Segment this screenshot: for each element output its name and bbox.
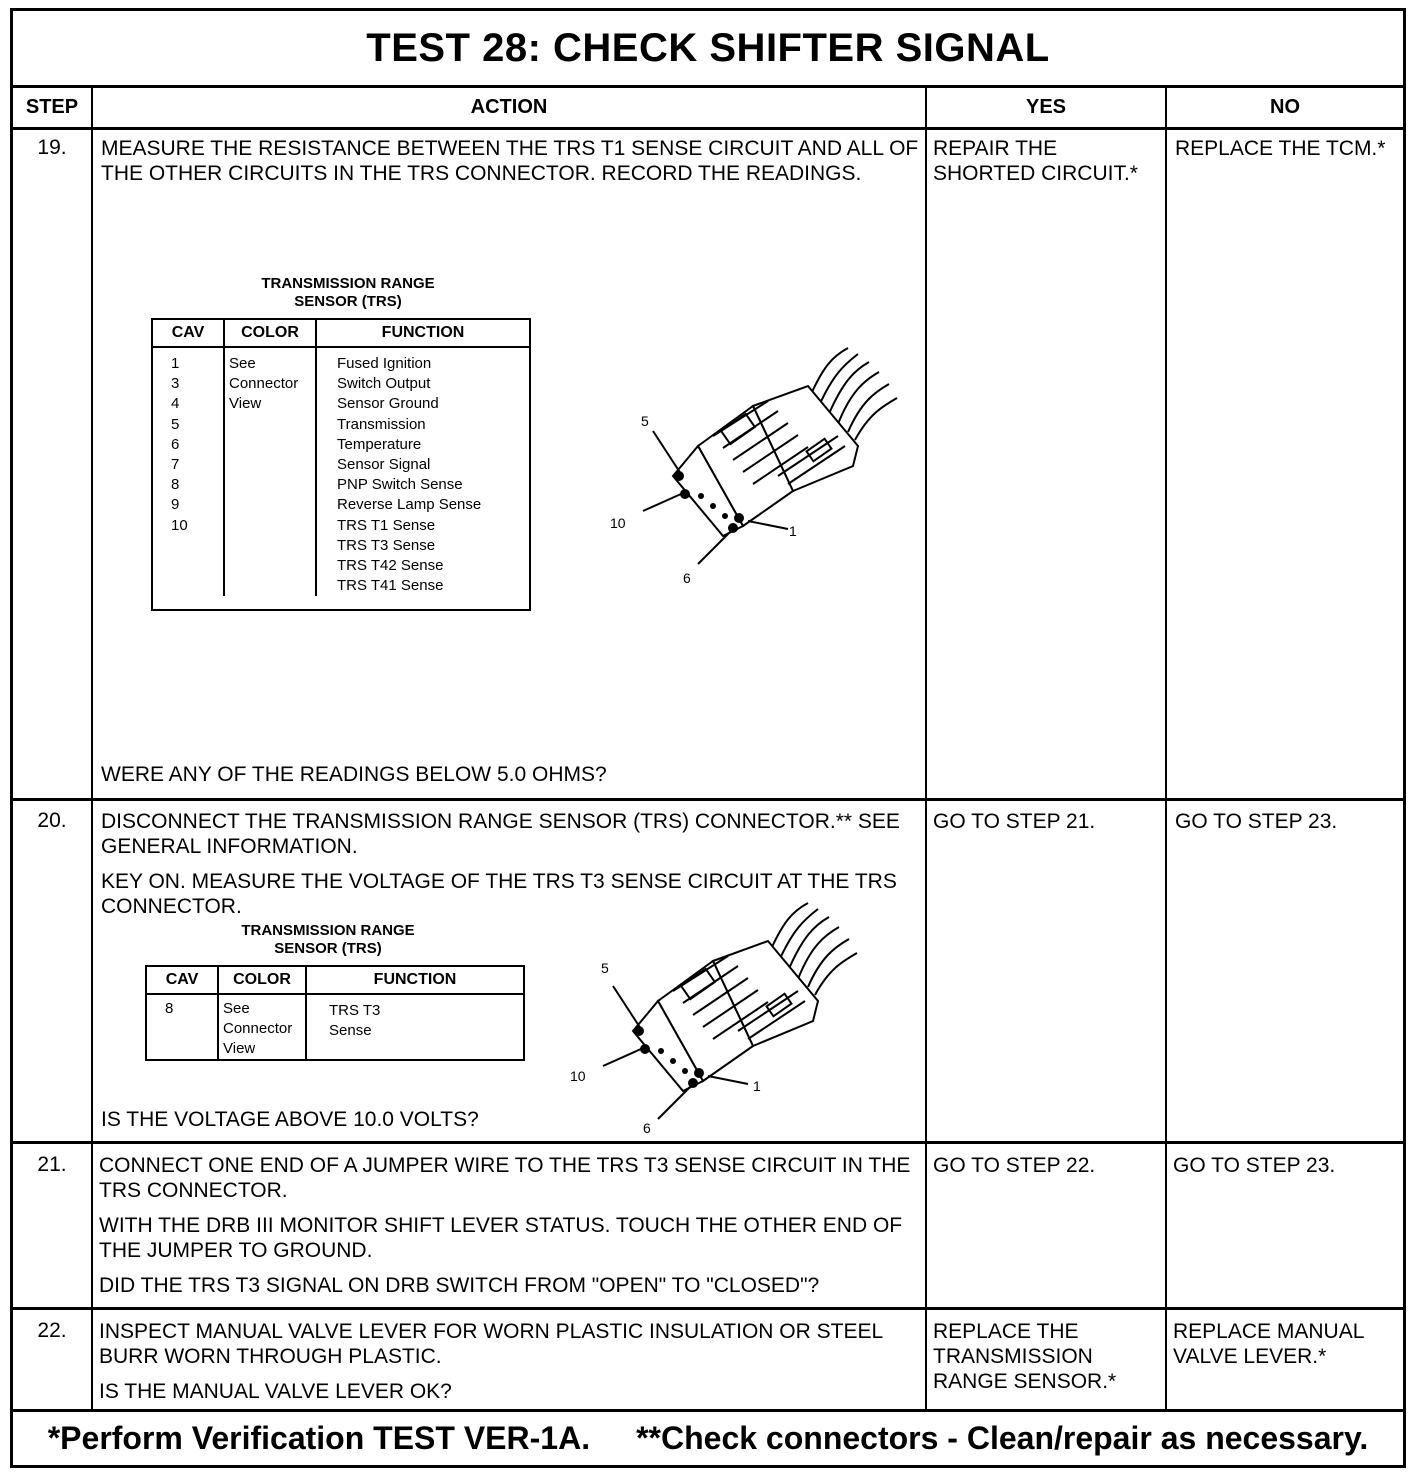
cav-value: 3 <box>171 375 180 393</box>
function-value: TRS T42 Sense <box>337 557 444 575</box>
pin-label-6: 6 <box>683 570 691 586</box>
wire <box>828 362 869 416</box>
page-title: TEST 28: CHECK SHIFTER SIGNAL <box>13 11 1403 88</box>
yes-result: REPAIR THE SHORTED CIRCUIT.* <box>933 137 1138 185</box>
column-header-yes: YES <box>927 88 1165 130</box>
pinout-caption: TRANSMISSION RANGE SENSOR (TRS) <box>241 922 415 957</box>
trs-connector-diagram <box>553 891 883 1136</box>
pinout-header-color: COLOR <box>224 320 316 347</box>
function-value: Sensor Ground <box>337 395 439 413</box>
step-question: IS THE MANUAL VALVE LEVER OK? <box>99 1380 452 1403</box>
no-result: GO TO STEP 23. <box>1175 810 1338 833</box>
row-divider <box>13 798 1403 801</box>
function-value: Sensor Signal <box>337 456 431 474</box>
color-value: See <box>223 1000 250 1017</box>
step-question: DID THE TRS T3 SIGNAL ON DRB SWITCH FROM "OPEN" TO "CLOSED"? <box>99 1274 820 1297</box>
pin-10 <box>680 489 690 499</box>
pinout-table <box>145 965 525 1061</box>
step-action-text: WITH THE DRB III MONITOR SHIFT LEVER STATUS. TOUCH THE OTHER END OF THE JUMPER TO GROUND. <box>99 1214 903 1262</box>
pinout-table <box>151 318 531 611</box>
no-result: REPLACE THE TCM.* <box>1175 137 1386 160</box>
color-value: View <box>223 1040 256 1058</box>
cav-value: 7 <box>171 456 180 474</box>
column-header-step: STEP <box>13 88 91 130</box>
color-value: Connector <box>223 1020 293 1038</box>
pin-label-5: 5 <box>601 960 609 976</box>
pin-label-10: 10 <box>610 515 626 531</box>
function-value: Transmission <box>337 415 426 433</box>
cav-value: 10 <box>171 516 188 534</box>
cav-value: 8 <box>171 476 180 494</box>
function-value: Sense <box>329 1022 372 1040</box>
pinout-header-cav: CAV <box>147 967 218 994</box>
step-question: IS THE VOLTAGE ABOVE 10.0 VOLTS? <box>101 1108 479 1131</box>
function-value: Switch Output <box>337 375 431 393</box>
cav-value: 6 <box>171 435 180 453</box>
pinout-caption: TRANSMISSION RANGE SENSOR (TRS) <box>261 275 435 310</box>
step-action-text: INSPECT MANUAL VALVE LEVER FOR WORN PLASTIC INSULATION OR STEEL BURR WORN THROUGH PLASTIC. <box>99 1320 883 1368</box>
pin-1 <box>734 513 744 523</box>
no-result: REPLACE MANUAL VALVE LEVER.* <box>1173 1320 1364 1368</box>
trs-connector-diagram <box>593 336 923 586</box>
pinout-header-cav: CAV <box>153 320 224 347</box>
footer-notes <box>13 1411 1403 1465</box>
step-question: WERE ANY OF THE READINGS BELOW 5.0 OHMS? <box>101 763 607 786</box>
pinout-header-function: FUNCTION <box>316 320 529 347</box>
pin-label-1: 1 <box>789 523 797 539</box>
column-header-action: ACTION <box>93 88 925 130</box>
grid-line <box>1165 85 1167 1411</box>
pin-label-10: 10 <box>570 1068 586 1084</box>
cav-value: 5 <box>171 415 180 433</box>
footer-connector-note: **Check connectors - Clean/repair as necessary. <box>636 1419 1369 1456</box>
yes-result: GO TO STEP 21. <box>933 810 1096 833</box>
function-value: Reverse Lamp Sense <box>337 496 482 514</box>
color-value: View <box>229 395 262 413</box>
grid-line <box>91 85 93 1411</box>
function-value: Fused Ignition <box>337 355 432 372</box>
wire <box>818 354 858 408</box>
grid-line <box>925 85 927 1411</box>
function-value: TRS T1 Sense <box>337 516 436 534</box>
yes-result: GO TO STEP 22. <box>933 1154 1096 1177</box>
step-action-text: CONNECT ONE END OF A JUMPER WIRE TO THE TRS T3 SENSE CIRCUIT IN THE TRS CONNECTOR. <box>99 1154 911 1202</box>
pin-label-6: 6 <box>643 1120 651 1136</box>
cav-value: 8 <box>165 1000 174 1017</box>
step-action-text: MEASURE THE RESISTANCE BETWEEN THE TRS T1 SENSE CIRCUIT AND ALL OF THE OTHER CIRCUITS IN THE TRS CONNECTOR. RECORD THE READINGS. <box>101 137 919 185</box>
cav-value: 4 <box>171 395 180 413</box>
function-value: TRS T3 <box>329 1002 381 1019</box>
step-number: 21. <box>37 1153 67 1176</box>
step-number: 22. <box>37 1319 67 1342</box>
pin-label-5: 5 <box>641 413 649 429</box>
footer-verification-note: *Perform Verification TEST VER-1A. <box>47 1419 591 1456</box>
function-value: TRS T41 Sense <box>337 577 444 595</box>
no-result: GO TO STEP 23. <box>1173 1154 1336 1177</box>
row-divider <box>13 1307 1403 1310</box>
test-28-sheet <box>10 8 1406 1468</box>
step-action-text: DISCONNECT THE TRANSMISSION RANGE SENSOR (TRS) CONNECTOR.** SEE GENERAL INFORMATION. <box>101 810 900 858</box>
step-number: 19. <box>37 136 67 159</box>
pinout-header-function: FUNCTION <box>306 967 523 994</box>
step-action-text: KEY ON. MEASURE THE VOLTAGE OF THE TRS T3 SENSE CIRCUIT AT THE TRS CONNECTOR. <box>101 870 897 918</box>
function-value: PNP Switch Sense <box>337 476 463 494</box>
column-header-no: NO <box>1167 88 1403 130</box>
function-value: TRS T3 Sense <box>337 536 436 554</box>
row-divider <box>13 1141 1403 1144</box>
color-value: Connector <box>229 375 299 393</box>
cav-value: 1 <box>171 355 180 372</box>
function-value: Temperature <box>337 435 422 453</box>
step-number: 20. <box>37 809 67 832</box>
color-value: See <box>229 355 256 372</box>
pin-label-1: 1 <box>753 1078 761 1094</box>
pinout-header-color: COLOR <box>218 967 306 994</box>
wire <box>855 398 897 440</box>
cav-value: 9 <box>171 496 180 514</box>
yes-result: REPLACE THE TRANSMISSION RANGE SENSOR.* <box>933 1320 1117 1393</box>
